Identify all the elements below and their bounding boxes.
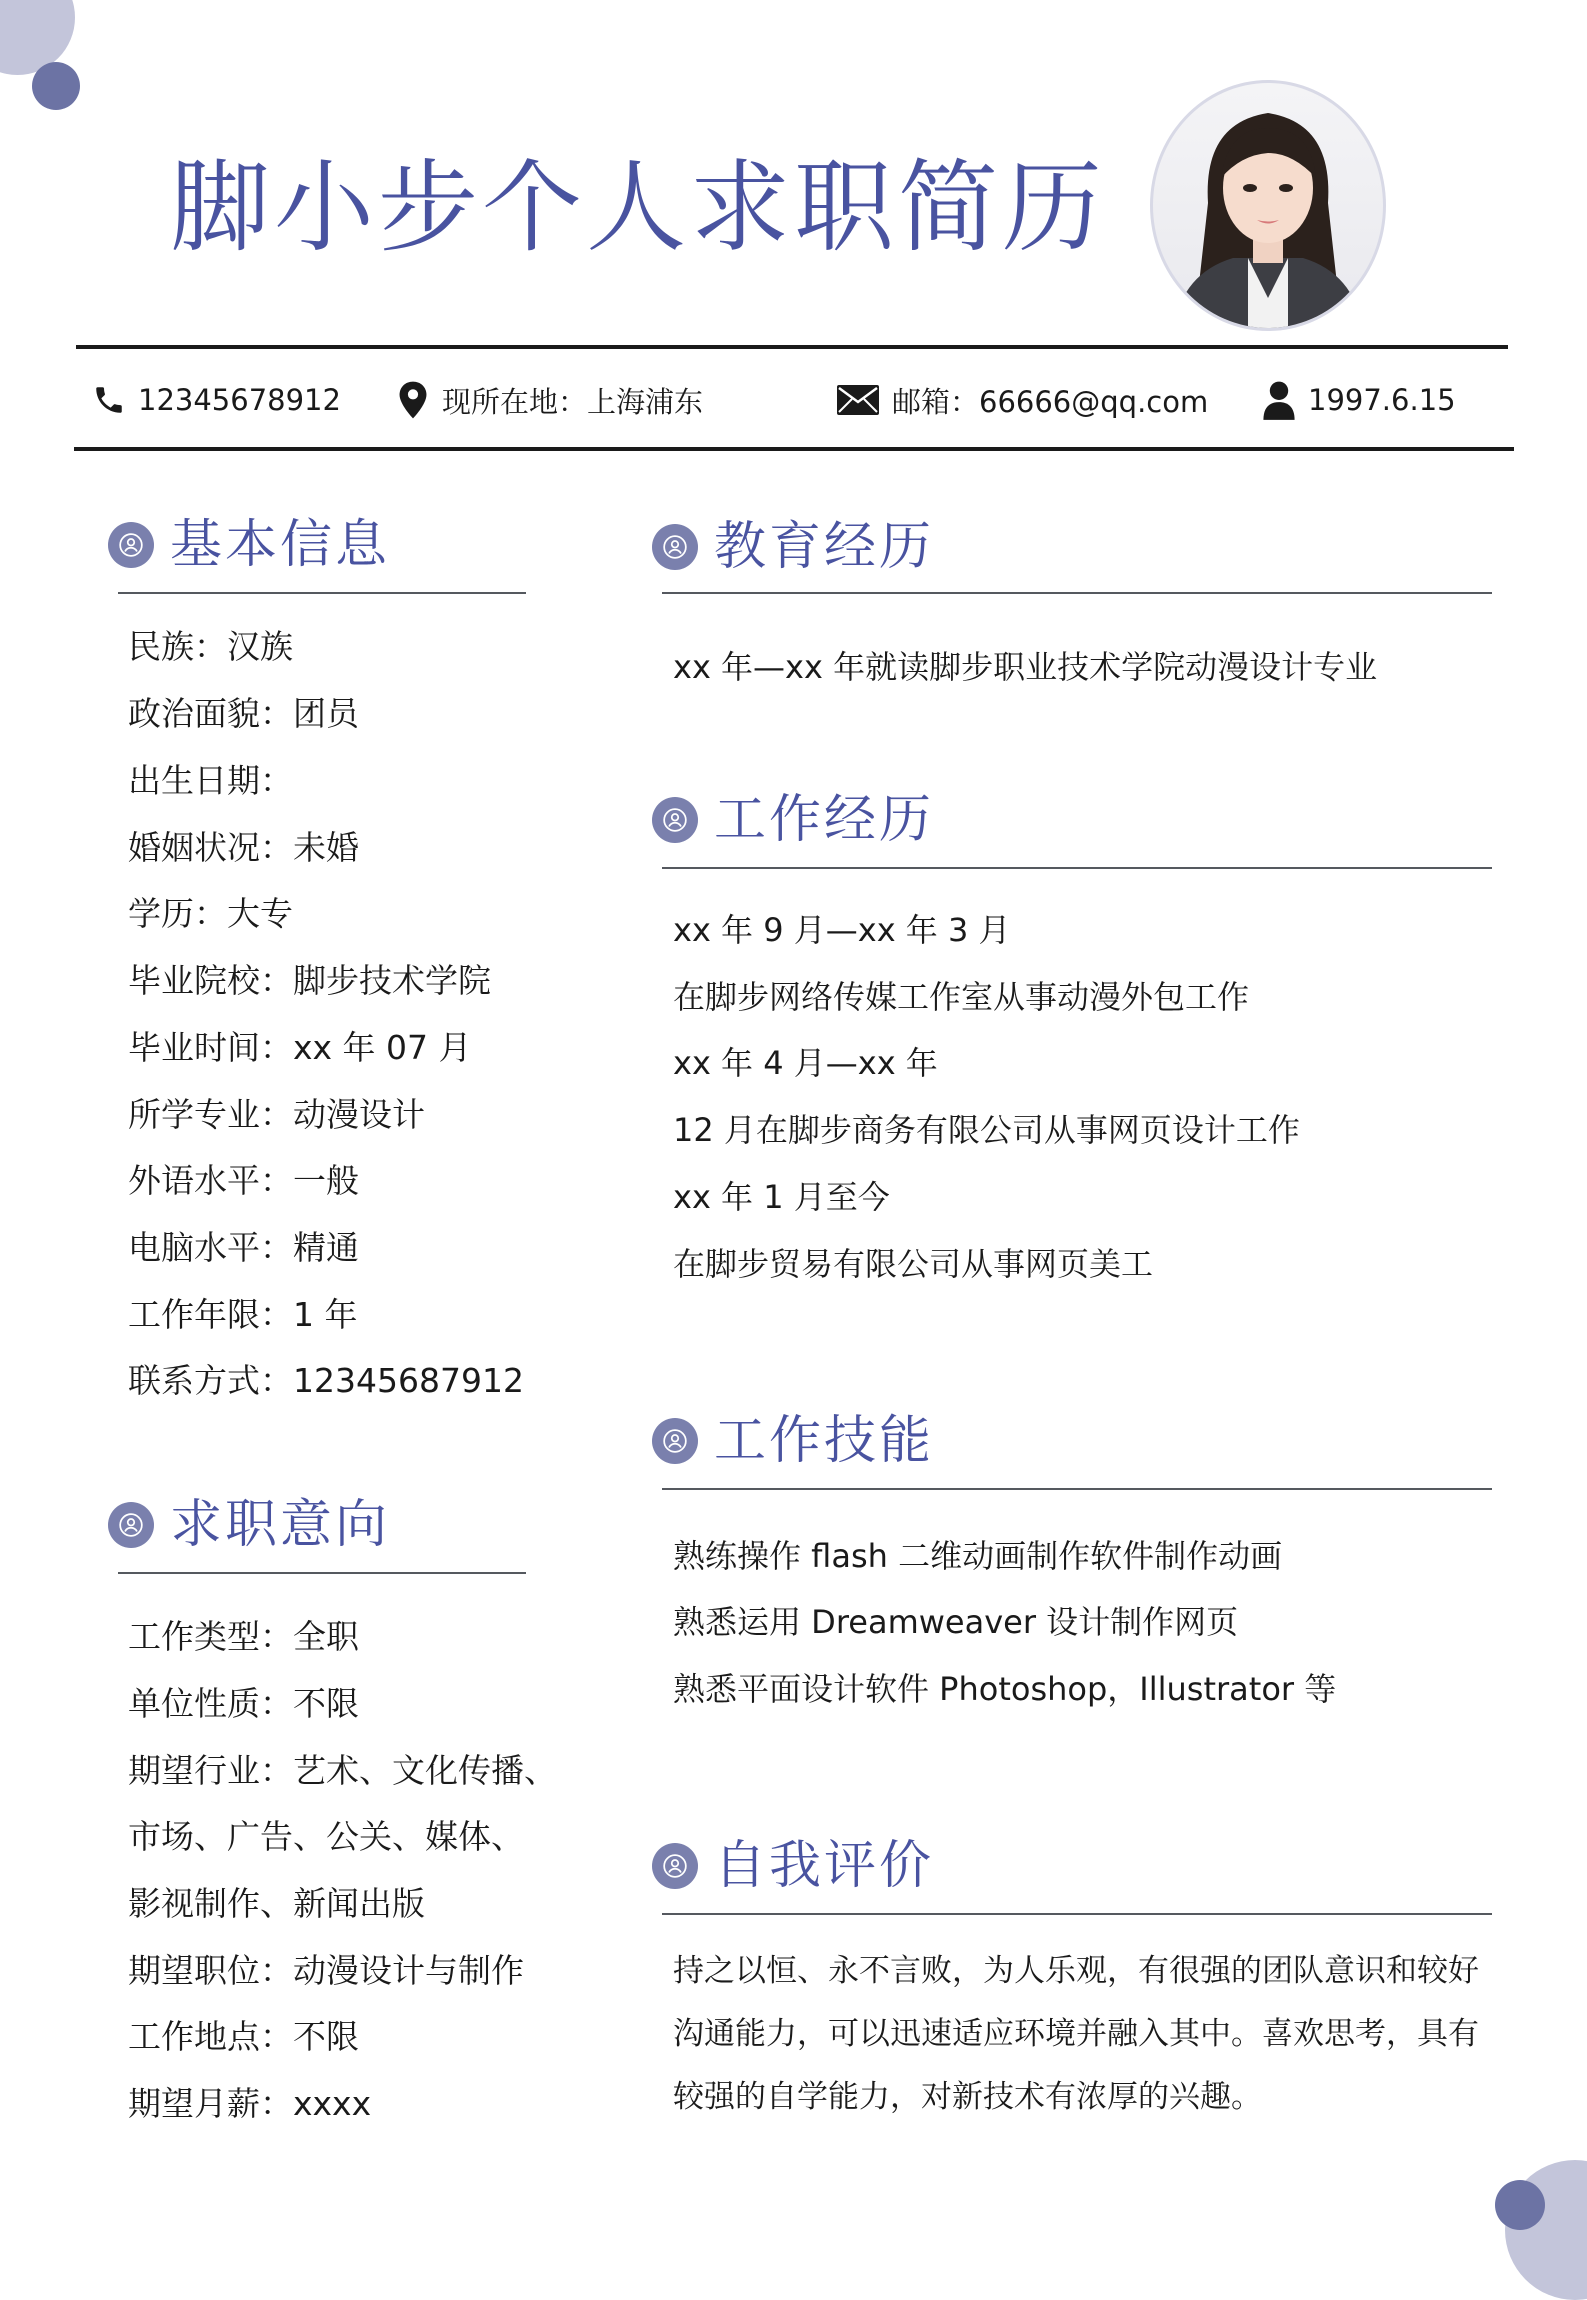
- user-icon: [108, 1502, 154, 1548]
- user-icon: [108, 522, 154, 568]
- section-header-self-eval: [652, 1836, 934, 1896]
- basic-info-item: 工作年限：1 年: [128, 1295, 358, 1334]
- basic-info-item: 毕业院校：脚步技术学院: [128, 961, 491, 1000]
- portrait-illustration: [1153, 83, 1383, 328]
- basic-info-item: 民族：汉族: [128, 627, 293, 666]
- location-text: 现所在地：上海浦东: [442, 384, 704, 419]
- job-intention-item: 工作类型：全职: [128, 1617, 359, 1656]
- section-rule-job-intention: [118, 1572, 526, 1574]
- skill-item: 熟悉平面设计软件 Photoshop，Illustrator 等: [673, 1670, 1337, 1708]
- section-title-basic-info: 基本信息: [170, 515, 391, 575]
- decor-circle-small-top-left: [32, 62, 80, 110]
- work-item: xx 年 4 月—xx 年: [673, 1044, 938, 1082]
- basic-info-item: 政治面貌：团员: [128, 694, 359, 733]
- work-item: 12 月在脚步商务有限公司从事网页设计工作: [673, 1111, 1300, 1149]
- birthday-text: 1997.6.15: [1308, 383, 1456, 417]
- section-header-work: [652, 790, 934, 850]
- section-title-skills: 工作技能: [714, 1411, 935, 1471]
- section-rule-basic-info: [118, 592, 526, 594]
- contact-location: [396, 372, 703, 428]
- skill-item: 熟练操作 flash 二维动画制作软件制作动画: [673, 1537, 1283, 1575]
- section-title-education: 教育经历: [714, 517, 935, 577]
- work-item: 在脚步贸易有限公司从事网页美工: [673, 1245, 1154, 1283]
- section-header-education: [652, 517, 934, 577]
- basic-info-item: 联系方式：12345687912: [128, 1361, 524, 1400]
- section-rule-work: [662, 867, 1492, 869]
- contact-bar: [0, 372, 1587, 428]
- section-title-self-eval: 自我评价: [714, 1836, 935, 1896]
- section-title-job-intention: 求职意向: [170, 1495, 391, 1555]
- skill-item: 熟悉运用 Dreamweaver 设计制作网页: [673, 1603, 1239, 1641]
- location-pin-icon: [396, 380, 430, 420]
- job-intention-item: 期望职位：动漫设计与制作: [128, 1951, 524, 1990]
- phone-icon: [92, 383, 126, 417]
- job-intention-item: 工作地点：不限: [128, 2017, 359, 2056]
- section-header-basic-info: [108, 515, 390, 575]
- basic-info-item: 电脑水平：精通: [128, 1228, 359, 1267]
- basic-info-item: 毕业时间：xx 年 07 月: [128, 1028, 472, 1067]
- work-item: xx 年 1 月至今: [673, 1178, 890, 1216]
- user-icon: [652, 1843, 698, 1889]
- section-header-job-intention: [108, 1495, 390, 1555]
- job-intention-item: 影视制作、新闻出版: [128, 1884, 425, 1923]
- education-item: xx 年—xx 年就读脚步职业技术学院动漫设计专业: [673, 648, 1378, 686]
- section-header-skills: [652, 1411, 934, 1471]
- email-text: 邮箱：66666@qq.com: [892, 384, 1209, 419]
- contact-phone: [92, 372, 341, 428]
- basic-info-item: 外语水平：一般: [128, 1161, 359, 1200]
- job-intention-item: 单位性质：不限: [128, 1684, 359, 1723]
- job-intention-item: 期望行业：艺术、文化传播、: [128, 1751, 557, 1790]
- contact-birthday: [1262, 372, 1456, 428]
- person-icon: [1262, 380, 1296, 420]
- phone-number: 12345678912: [138, 383, 341, 417]
- basic-info-item: 学历：大专: [128, 894, 293, 933]
- profile-photo: [1150, 80, 1386, 331]
- basic-info-item: 婚姻状况：未婚: [128, 828, 359, 867]
- basic-info-item: 所学专业：动漫设计: [128, 1095, 425, 1134]
- user-icon: [652, 524, 698, 570]
- section-rule-education: [662, 592, 1492, 594]
- contact-top-rule: [76, 345, 1508, 349]
- user-icon: [652, 1418, 698, 1464]
- work-item: xx 年 9 月—xx 年 3 月: [673, 911, 1011, 949]
- contact-bottom-rule: [74, 447, 1514, 451]
- job-intention-item: 期望月薪：xxxx: [128, 2084, 372, 2123]
- basic-info-item: 出生日期：: [128, 761, 293, 800]
- mail-icon: [836, 384, 880, 416]
- user-icon: [652, 797, 698, 843]
- section-title-work: 工作经历: [714, 790, 935, 850]
- self-eval-text: 持之以恒、永不言败，为人乐观，有很强的团队意识和较好沟通能力，可以迅速适应环境并融入其中。喜欢思考，具有较强的自学能力，对新技术有浓厚的兴趣。: [673, 1953, 1479, 2115]
- decor-circle-small-bottom-right: [1495, 2180, 1545, 2230]
- contact-email: [836, 372, 1208, 428]
- section-rule-skills: [662, 1488, 1492, 1490]
- section-rule-self-eval: [662, 1913, 1492, 1915]
- resume-title: 脚小步个人求职简历: [170, 149, 1106, 266]
- work-item: 在脚步网络传媒工作室从事动漫外包工作: [673, 978, 1250, 1016]
- job-intention-item: 市场、广告、公关、媒体、: [128, 1817, 524, 1856]
